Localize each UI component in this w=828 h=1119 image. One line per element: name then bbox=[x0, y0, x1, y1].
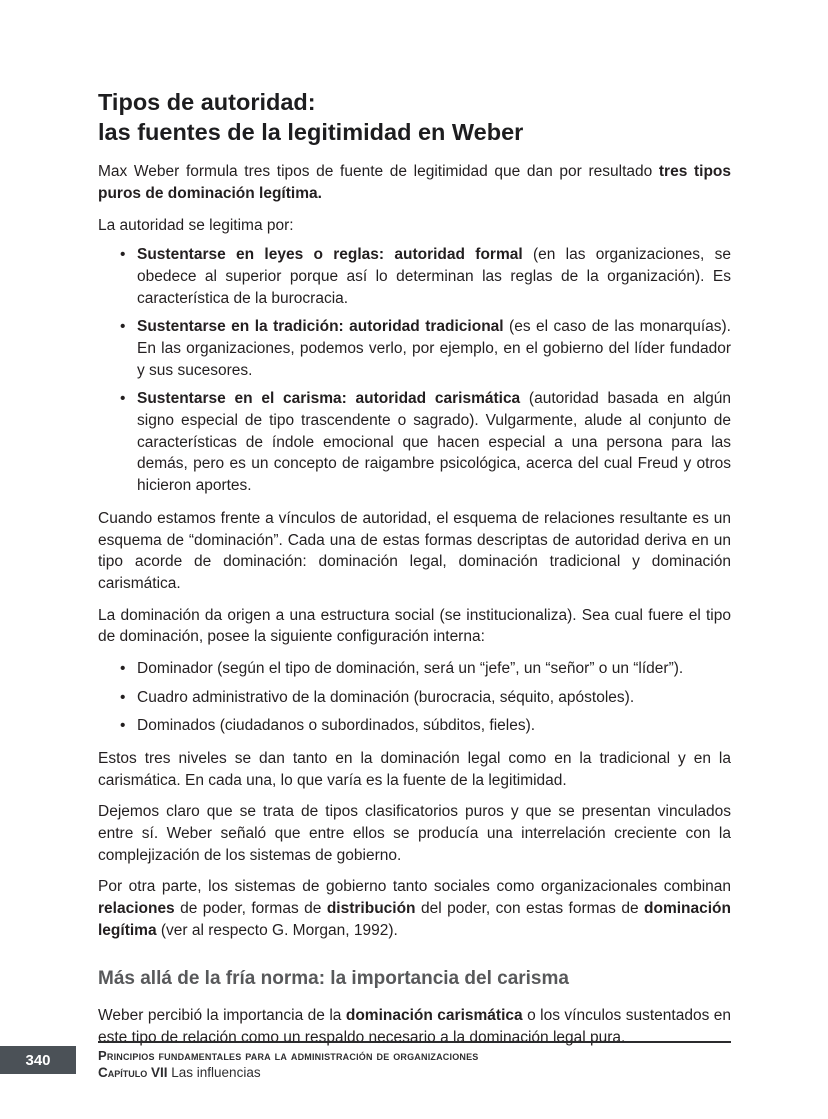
paragraph-intro: Max Weber formula tres tipos de fuente de legitimidad que dan por resultado tres tipos puros de dominación legítima. bbox=[98, 163, 731, 202]
bullet-icon: • bbox=[120, 717, 126, 735]
bullet-icon: • bbox=[120, 659, 126, 677]
section-heading-carisma: Más allá de la fría norma: la importancia del carisma bbox=[98, 967, 569, 989]
footer-chapter-label: Capítulo VII bbox=[98, 1065, 168, 1081]
page-footer bbox=[98, 1041, 731, 1082]
footer-chapter bbox=[98, 1064, 731, 1082]
page-title-line1: Tipos de autoridad: bbox=[98, 89, 316, 115]
list-item-cuadro: • Cuadro administrativo de la dominación (burocracia, séquito, apóstoles). bbox=[98, 687, 731, 709]
paragraph-niveles: Estos tres niveles se dan tanto en la dominación legal como en la tradicional y en la carismática. En cada una, lo que varía es la fuente de la legitimidad. bbox=[98, 750, 731, 789]
list-item-carismatica: • Sustentarse en el carisma: autoridad carismática (autoridad basada en algún signo especial de tipo trascendente o sagrado). Vulgarmente, alude al conjunto de características de índole emocional que hacen especial a una persona para las demás, pero es un concepto de raigambre psicológica, acerca del cual Freud y otros hicieron aportes. bbox=[120, 390, 731, 495]
bullet-icon: • bbox=[120, 688, 126, 706]
list-item-formal: • Sustentarse en leyes o reglas: autoridad formal (en las organizaciones, se obedece al superior porque así lo determinan las reglas de la organización). Es característica de la burocracia. bbox=[120, 246, 731, 307]
paragraph-tipos-puros: Dejemos claro que se trata de tipos clasificatorios puros y que se presentan vinculados entre sí. Weber señaló que entre ellos se producía una interrelación creciente con la complejización de los sistemas de gobierno. bbox=[98, 803, 731, 864]
config-interna-list bbox=[98, 658, 731, 737]
bullet-icon: • bbox=[120, 390, 126, 408]
paragraph-carisma: Weber percibió la importancia de la dominación carismática o los vínculos sustentados en este tipo de relación como un respaldo necesario a la dominación legal pura. bbox=[98, 1007, 732, 1046]
bullet-icon: • bbox=[120, 318, 126, 336]
bullet-icon: • bbox=[120, 246, 126, 264]
page-number-badge: 340 bbox=[0, 1046, 76, 1074]
paragraph-lead: La autoridad se legitima por: bbox=[98, 216, 294, 234]
paragraph-estructura: La dominación da origen a una estructura social (se institucionaliza). Sea cual fuere el tipo de dominación, posee la siguiente configuración interna: bbox=[98, 606, 731, 646]
paragraph-sistemas: Por otra parte, los sistemas de gobierno tanto sociales como organizacionales combinan relaciones de poder, formas de distribución del poder, con estas formas de dominación legítima (ver al respecto G. Morgan, 1992). bbox=[98, 878, 731, 939]
list-item-tradicional: • Sustentarse en la tradición: autoridad tradicional (es el caso de las monarquías). En las organizaciones, podemos verlo, por ejemplo, en el gobierno del líder fundador y sus sucesores. bbox=[120, 318, 731, 379]
list-item-dominados: • Dominados (ciudadanos o subordinados, súbditos, fieles). bbox=[98, 715, 731, 737]
list-item-dominador: • Dominador (según el tipo de dominación, será un “jefe”, un “señor” o un “líder”). bbox=[98, 658, 731, 680]
page-title bbox=[98, 88, 731, 147]
authority-types-list bbox=[98, 244, 731, 497]
footer-book-title: Principios fundamentales para la administración de organizaciones bbox=[98, 1048, 479, 1063]
paragraph-dominacion: Cuando estamos frente a vínculos de autoridad, el esquema de relaciones resultante es un esquema de “dominación”. Cada una de estas formas descriptas de autoridad deriva en un tipo acorde de dominación: dominación legal, dominación tradicional y dominación carismática. bbox=[98, 509, 731, 592]
footer-chapter-title: Las influencias bbox=[167, 1065, 261, 1081]
page-title-line2: las fuentes de la legitimidad en Weber bbox=[98, 118, 524, 145]
